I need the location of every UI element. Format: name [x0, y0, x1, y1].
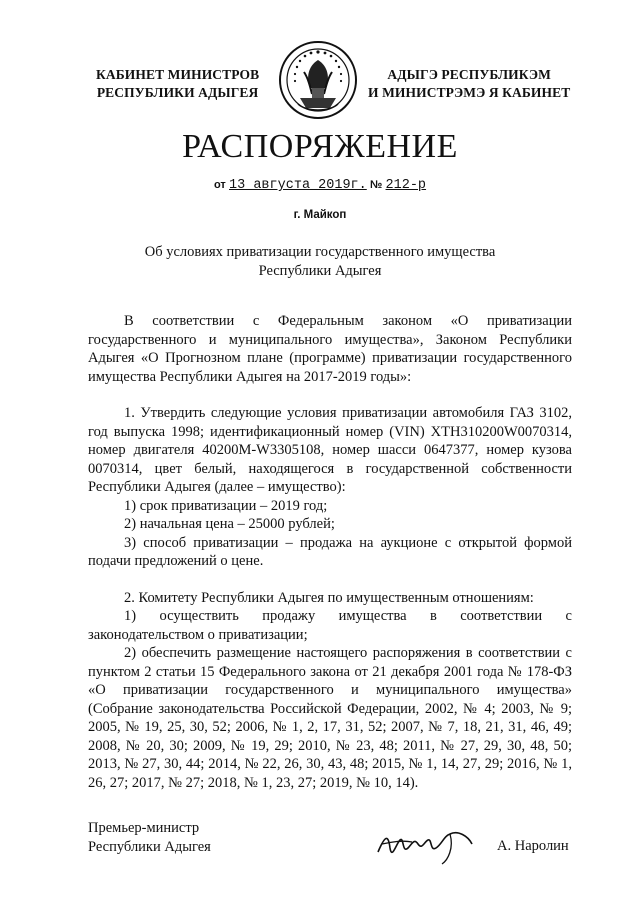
document-body [88, 312, 572, 792]
city: г. Майкоп [293, 209, 347, 221]
date-number-line [0, 176, 640, 193]
subject-line2: Республики Адыгея [258, 263, 382, 279]
signatory-position-line1: Премьер-министр [88, 820, 200, 836]
document-date: 13 августа 2019г. [229, 178, 367, 193]
document-number: 212-р [385, 178, 427, 193]
header-right-block [368, 66, 570, 102]
date-prefix: от [213, 179, 226, 191]
body-intro: В соответствии с Федеральным законом «О приватизации государственного и муниципального имущества», Законом Республики Адыгея «О Прогнозном плане (программе) приватизации государственного имущества Республики Адыгея на 2017-2019 годы»: [88, 313, 572, 385]
handwritten-signature [372, 818, 482, 868]
signatory-name: А. Наролин [497, 838, 569, 854]
body-item-1-2: 2) начальная цена – 25000 рублей; [124, 516, 335, 532]
header-right-line2: И МИНИСТРЭМЭ Я КАБИНЕТ [368, 85, 571, 100]
body-item-2-2: 2) обеспечить размещение настоящего распоряжения в соответствии с пунктом 2 статьи 15 Федерального закона от 21 декабря 2001 года № 178-ФЗ «О приватизации государственного и муниципального имущества» (Собрание законодательства Российской Федерации, 2002, № 4; 2003, № 9; 2005, № 19, 25, 30, 52; 2006, № 1, 2, 17, 31, 52; 2007, № 7, 18, 21, 31, 46, 49; 2008, № 20, 30; 2009, № 19, 29; 2010, № 23, 48; 2011, № 27, 29, 30, 48, 50; 2013, № 27, 30, 44; 2014, № 22, 26, 30, 43, 48; 2015, № 1, 14, 27, 29; 2016, № 1, 26, 27; 2017, № 27; 2018, № 1, 23, 27; 2019, № 10, 14). [88, 645, 572, 791]
adygea-coat-of-arms-icon [278, 38, 358, 122]
header-right-line1: АДЫГЭ РЕСПУБЛИКЭМ [387, 67, 551, 82]
header-left-block [96, 66, 259, 102]
signatory-position-line2: Республики Адыгея [88, 839, 211, 855]
signatory-position [88, 819, 211, 857]
header-left-line1: КАБИНЕТ МИНИСТРОВ [96, 67, 260, 82]
body-item-2: 2. Комитету Республики Адыгея по имущественным отношениям: [124, 589, 534, 606]
number-sign: № [370, 179, 383, 191]
body-item-1-1: 1) срок приватизации – 2019 год; [124, 497, 328, 514]
document-title: РАСПОРЯЖЕНИЕ [182, 128, 458, 165]
subject-line1: Об условиях приватизации государственного имущества [144, 244, 496, 260]
body-item-1-3: 3) способ приватизации – продажа на аукционе с открытой формой подачи предложений о цене. [88, 534, 572, 569]
document-subject [120, 243, 520, 281]
body-item-1: 1. Утвердить следующие условия приватизации автомобиля ГАЗ 3102, год выпуска 1998; идентификационный номер (VIN) ХТН310200W0070314, номер двигателя 40200М-W3305108, номер шасси 0647377, номер кузова 0070314, цвет белый, находящегося в государственной собственности Республики Адыгея (далее – имущество): [88, 405, 572, 495]
body-item-2-1: 1) осуществить продажу имущества в соответствии с законодательством о приватизации; [88, 608, 572, 643]
header-left-line2: РЕСПУБЛИКИ АДЫГЕЯ [96, 85, 259, 100]
